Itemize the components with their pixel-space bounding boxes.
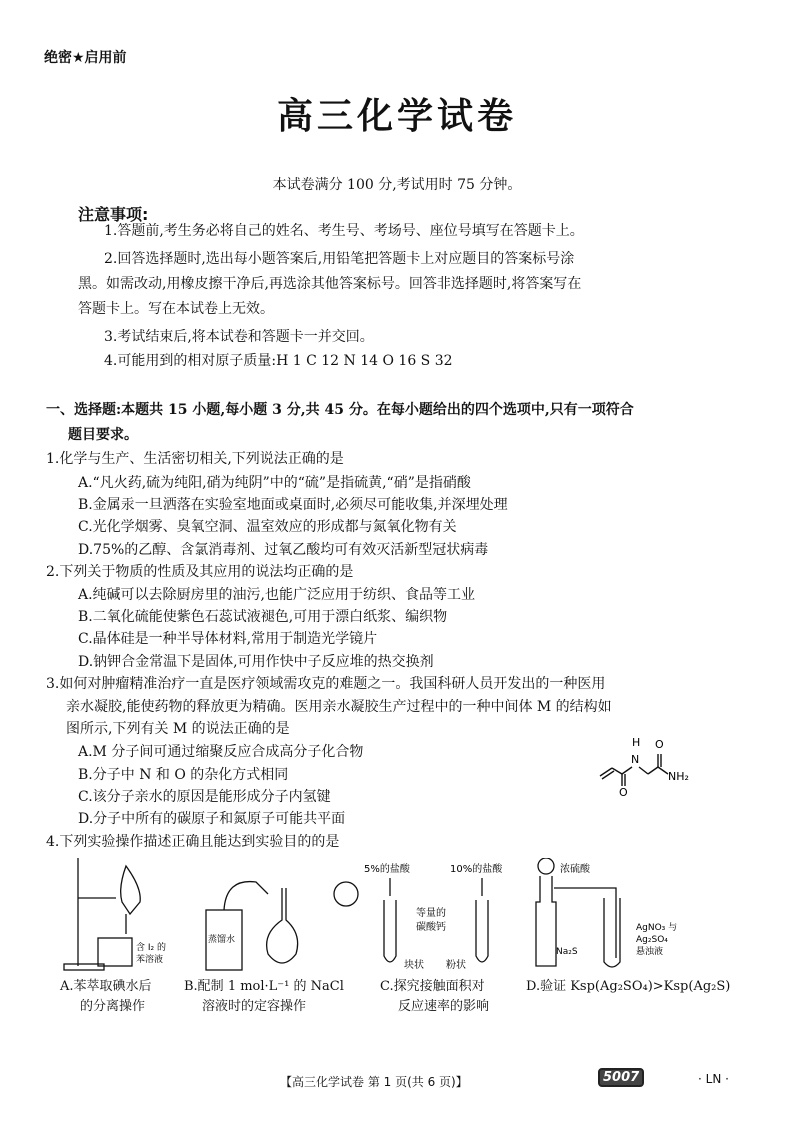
mol-label-nh2: NH₂ (668, 770, 689, 783)
page-footer: 【高三化学试卷 第 1 页(共 6 页)】 (280, 1075, 468, 1089)
mol-label-h: H (632, 736, 641, 749)
caption-c-1: C.探究接触面积对 (380, 979, 485, 994)
mol-label-o-bottom: O (619, 786, 628, 799)
label-distilled-water: 蒸馏水 (208, 935, 236, 945)
q2-option-b: B.二氧化硫能使紫色石蕊试液褪色,可用于漂白纸浆、编织物 (78, 609, 448, 625)
note-item-2-end: 答题卡上。写在本试卷上无效。 (78, 301, 274, 317)
note-item-4: 4.可能用到的相对原子质量:H 1 C 12 N 14 O 16 S 32 (104, 353, 453, 369)
magnifier-circle (334, 882, 358, 906)
caption-b-1: B.配制 1 mol·L⁻¹ 的 NaCl (184, 979, 344, 994)
caption-a-2: 的分离操作 (80, 999, 146, 1014)
question-1-stem: 1.化学与生产、生活密切相关,下列说法正确的是 (46, 451, 344, 467)
q3-option-c: C.该分子亲水的原因是能形成分子内氢键 (78, 789, 331, 805)
label-hcl-10: 10%的盐酸 (450, 864, 503, 875)
question-3-stem: 3.如何对肿瘤精准治疗一直是医疗领域需攻克的难题之一。我国科研人员开发出的一种医用 (46, 676, 606, 692)
label-agno3: AgNO₃ 与 (636, 923, 678, 933)
test-tube-block (384, 900, 396, 962)
label-hcl-5: 5%的盐酸 (364, 864, 410, 875)
secret-label: 绝密★启用前 (44, 50, 127, 66)
molecule-m-structure (596, 730, 706, 800)
label-na2s: Na₂S (556, 947, 578, 957)
note-item-2: 2.回答选择题时,选出每小题答案后,用铅笔把答题卡上对应题目的答案标号涂 (104, 251, 575, 267)
caption-d: D.验证 Ksp(Ag₂SO₄)>Ksp(Ag₂S) (526, 979, 731, 994)
question-4-stem: 4.下列实验操作描述正确且能达到实验目的的是 (46, 834, 340, 850)
reaction-tube (536, 876, 556, 966)
label-block: 块状 (404, 960, 424, 971)
caption-a-1: A.苯萃取碘水后 (60, 979, 152, 994)
question-3-stem-2: 亲水凝胶,能使药物的释放更为精确。医用亲水凝胶生产过程中的一种中间体 M 的结构如 (66, 699, 612, 715)
exam-subtitle: 本试卷满分 100 分,考试用时 75 分钟。 (272, 177, 522, 193)
label-h2so4: 浓硫酸 (560, 864, 590, 875)
dropping-funnel-bulb (538, 858, 554, 874)
test-tube-powder (476, 900, 488, 962)
experiment-figures (56, 858, 746, 978)
caption-c-2: 反应速率的影响 (398, 999, 490, 1014)
label-suspension: 悬浊液 (636, 947, 664, 957)
separatory-funnel (121, 866, 141, 914)
section-heading: 一、选择题:本题共 15 小题,每小题 3 分,共 45 分。在每小题给出的四个选项中,只有一项符合 (46, 402, 634, 418)
q1-option-a: A.“凡火药,硫为纯阳,硝为纯阴”中的“硫”是指硫黄,“硝”是指硝酸 (78, 475, 471, 491)
question-3-stem-3: 图所示,下列有关 M 的说法正确的是 (66, 721, 290, 737)
q3-option-b: B.分子中 N 和 O 的杂化方式相同 (78, 767, 289, 783)
volumetric-flask (267, 888, 298, 963)
note-item-3: 3.考试结束后,将本试卷和答题卡一并交回。 (104, 329, 374, 345)
q2-option-d: D.钠钾合金常温下是固体,可用作快中子反应堆的热交换剂 (78, 654, 434, 670)
note-item-2-cont: 黑。如需改动,用橡皮擦干净后,再选涂其他答案标号。回答非选择题时,将答案写在 (78, 276, 582, 292)
label-equal-amount: 等量的 (416, 908, 446, 919)
q2-option-c: C.晶体硅是一种半导体材料,常用于制造光学镜片 (78, 631, 378, 647)
exam-title: 高三化学试卷 (276, 96, 517, 137)
label-ag2so4: Ag₂SO₄ (636, 935, 668, 945)
note-item-1: 1.答题前,考生务必将自己的姓名、考生号、考场号、座位号填写在答题卡上。 (104, 223, 584, 239)
section-heading-cont: 题目要求。 (68, 427, 138, 443)
question-2-stem: 2.下列关于物质的性质及其应用的说法均正确的是 (46, 564, 354, 580)
beaker-a (98, 938, 132, 966)
q3-option-d: D.分子中所有的碳原子和氮原子可能共平面 (78, 811, 346, 827)
mol-label-o-top: O (655, 738, 664, 751)
label-powder: 粉状 (446, 960, 466, 971)
region-tag: · LN · (698, 1072, 729, 1086)
q1-option-d: D.75%的乙醇、含氯消毒剂、过氧乙酸均可有效灭活新型冠状病毒 (78, 542, 489, 558)
q1-option-b: B.金属汞一旦洒落在实验室地面或桌面时,必须尽可能收集,并深埋处理 (78, 497, 508, 513)
label-benzene: 苯溶液 (136, 955, 164, 965)
q2-option-a: A.纯碱可以去除厨房里的油污,也能广泛应用于纺织、食品等工业 (78, 587, 476, 603)
caption-b-2: 溶液时的定容操作 (202, 999, 307, 1014)
q3-option-a: A.M 分子间可通过缩聚反应合成高分子化合物 (78, 744, 364, 760)
mol-label-n: N (631, 753, 640, 766)
notes-heading: 注意事项: (78, 205, 149, 224)
test-tube-d (604, 898, 620, 967)
label-iodine: 含 I₂ 的 (136, 943, 166, 953)
label-caco3: 碳酸钙 (416, 922, 446, 933)
paper-code-badge: 5007 (598, 1068, 644, 1087)
q1-option-c: C.光化学烟雾、臭氧空洞、温室效应的形成都与氮氧化物有关 (78, 519, 457, 535)
